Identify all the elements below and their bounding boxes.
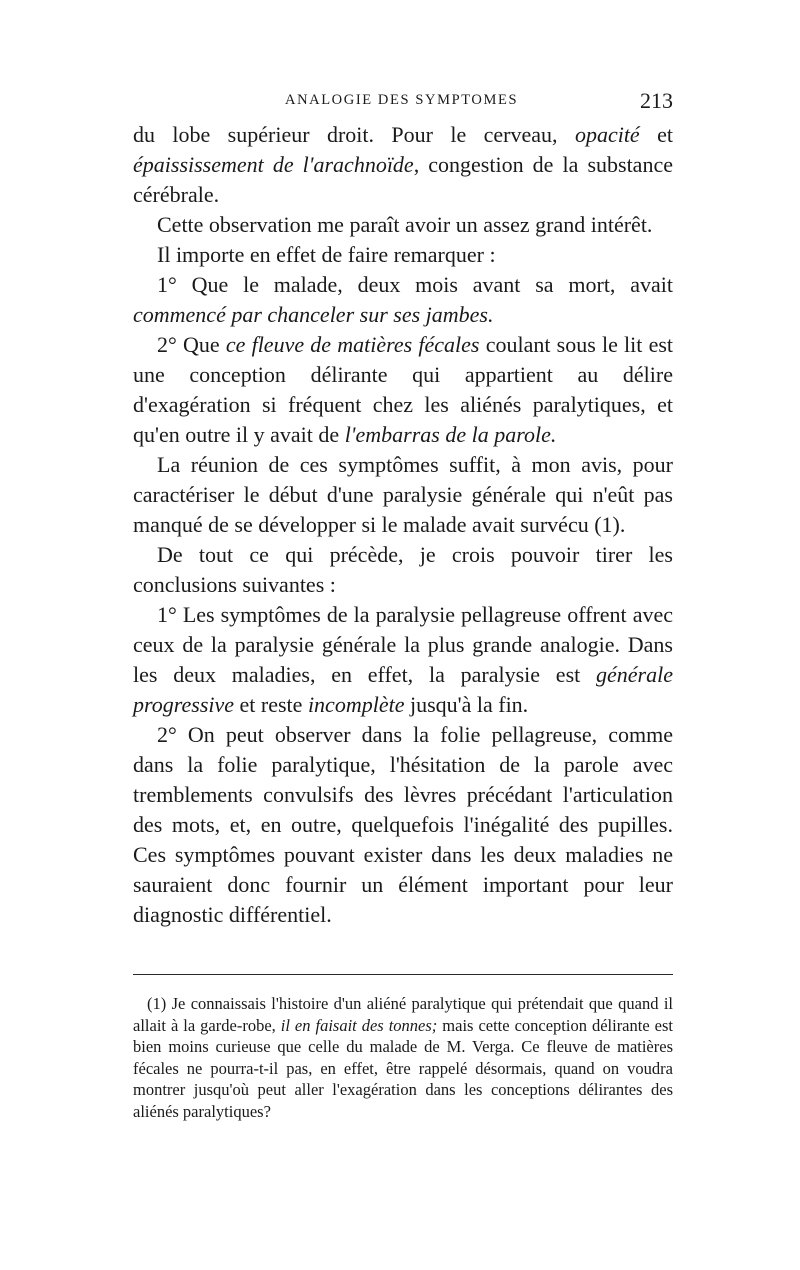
footnote-text-a: (1) Je connaissais l'histoire d'un aliéné paralytique qui prétendait que quand il allait à la garde-robe, — [133, 994, 673, 1035]
footnote-1 — [133, 993, 673, 1122]
paragraph-5-text-a: 2° Que — [157, 332, 226, 357]
paragraph-1-italic-arachnoide: épaississement de l'arachnoïde — [133, 152, 414, 177]
footnote — [133, 993, 673, 1122]
paragraph-6: La réunion de ces symptômes suffit, à mon avis, pour caractériser le début d'une paralysie générale qui n'eût pas manqué de se développer si le malade avait survécu (1). — [133, 452, 673, 537]
footnote-italic: il en faisait des tonnes; — [280, 1015, 438, 1035]
paragraph-3: Il importe en effet de faire remarquer : — [157, 242, 496, 267]
paragraph-5-text-c: coulant sous le lit est une conception délirante qui appartient au délire d'exagération si fréquent chez les aliénés paralytiques, et qu'en outre il y avait de — [133, 332, 674, 447]
paragraph-5-italic-fleuve: ce fleuve de matières fécales — [225, 332, 480, 357]
paragraph-4-italic: commencé par chanceler sur ses jambes. — [133, 302, 494, 327]
paragraph-1 — [133, 120, 673, 210]
paragraph-8-text-e: jusqu'à la fin. — [404, 692, 529, 717]
footnote-rule — [133, 974, 673, 975]
body-text — [133, 120, 673, 930]
paragraph-1-text-c: et — [639, 122, 673, 147]
page-number: 213 — [640, 88, 673, 113]
paragraph-8 — [133, 600, 673, 720]
paragraph-7: De tout ce qui précède, je crois pouvoir tirer les conclusions suivantes : — [133, 542, 673, 597]
paragraph-8-text-a: 1° Les symptômes de la paralysie pellagreuse offrent avec ceux de la paralysie générale la plus grande analogie. Dans les deux maladies, en effet, la paralysie est — [133, 602, 673, 687]
footnote-text-c: mais cette conception délirante est bien moins curieuse que celle du malade de M. Verga. Ce fleuve de matières fécales ne pourra-t-il pas, en effet, être rappelé désormais, quand on voudra montrer jusqu'où peut aller l'exagération dans les conceptions délirantes des aliénés paralytiques? — [133, 1015, 673, 1121]
paragraph-5 — [133, 330, 673, 450]
running-head — [133, 88, 673, 118]
paragraph-1-text-e: , congestion de la substance cérébrale. — [133, 152, 673, 207]
paragraph-8-text-c: et reste — [234, 692, 308, 717]
paragraph-9: 2° On peut observer dans la folie pellagreuse, comme dans la folie paralytique, l'hésitation de la parole avec tremblements convulsifs des lèvres précédant l'articulation des mots, et, en outre, quelquefois l'inégalité des pupilles. Ces symptômes pouvant exister dans les deux maladies ne sauraient donc fournir un élément important pour leur diagnostic différentiel. — [133, 722, 673, 927]
paragraph-8-italic-incomplete: incomplète — [307, 692, 405, 717]
paragraph-1-italic-opacite: opacité — [574, 122, 640, 147]
paragraph-4-text-a: 1° Que le malade, deux mois avant sa mort, avait — [157, 272, 673, 297]
paragraph-2: Cette observation me paraît avoir un assez grand intérêt. — [157, 212, 653, 237]
running-title: ANALOGIE DES SYMPTOMES — [285, 92, 519, 108]
paragraph-1-text-a: du lobe supérieur droit. Pour le cerveau, — [133, 122, 575, 147]
paragraph-5-italic-embarras: l'embarras de la parole. — [344, 422, 557, 447]
paragraph-4 — [133, 270, 673, 330]
paragraph-8-italic-generale: générale progressive — [133, 662, 673, 717]
